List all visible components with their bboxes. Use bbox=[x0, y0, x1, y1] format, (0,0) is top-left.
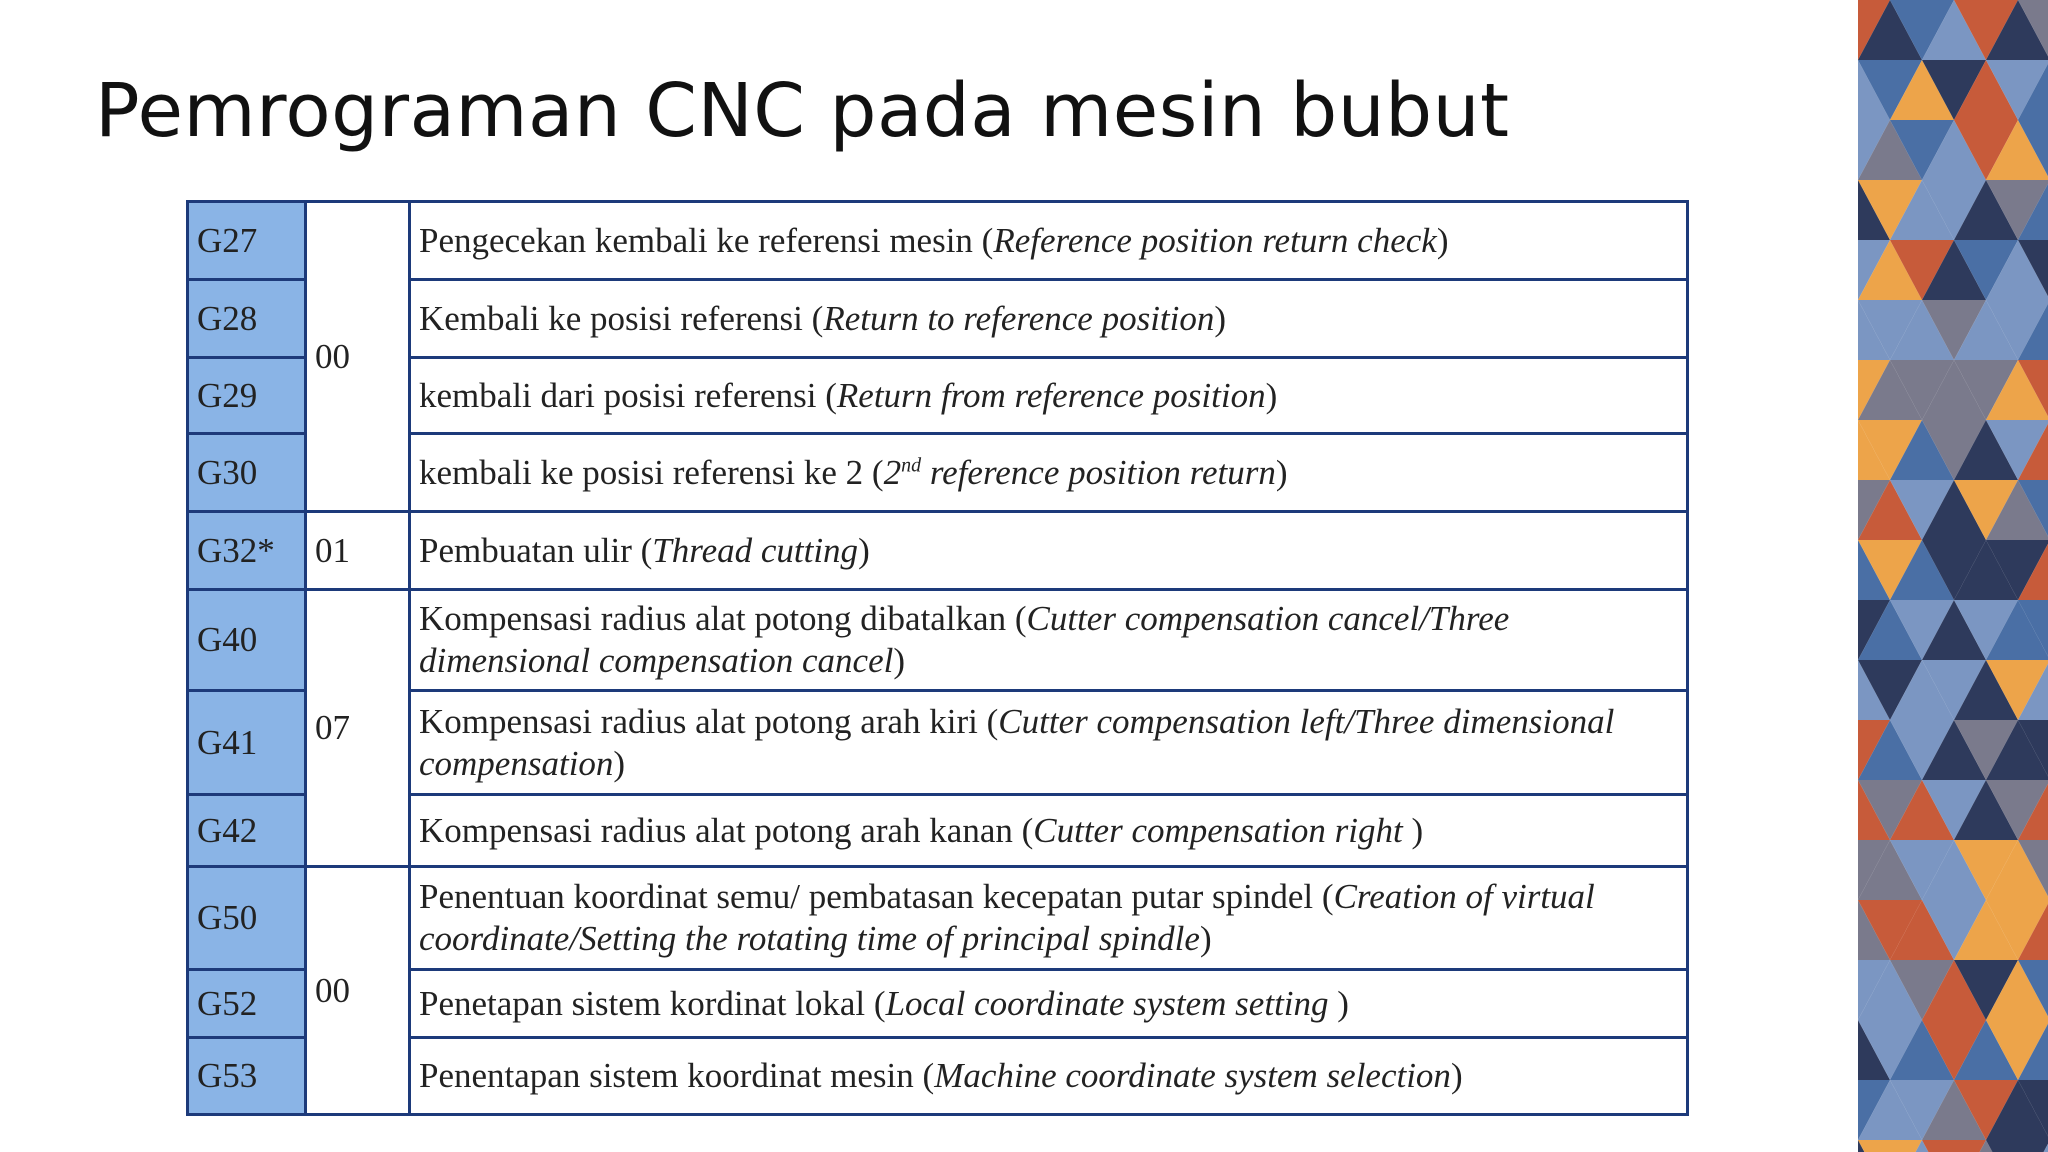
description-tail: ) bbox=[1337, 983, 1349, 1023]
description-tail: ) bbox=[1275, 452, 1288, 492]
description-tail: ) bbox=[1411, 810, 1424, 850]
table-row bbox=[188, 1038, 1688, 1115]
table-row bbox=[188, 867, 1688, 970]
english-text: Local coordinate system setting bbox=[885, 983, 1338, 1023]
table-row bbox=[188, 795, 1688, 867]
description-text: Kompensasi radius alat potong dibatalkan ( bbox=[419, 599, 1027, 638]
table-row bbox=[188, 512, 1688, 590]
triangle-shape bbox=[1986, 1140, 2048, 1152]
triangle-pattern-decoration bbox=[1858, 0, 2048, 1152]
description-text: Pengecekan kembali ke referensi mesin ( bbox=[419, 220, 994, 260]
description-cell bbox=[410, 795, 1688, 867]
description-tail: ) bbox=[1450, 1056, 1463, 1095]
table-row bbox=[188, 691, 1688, 795]
table-row bbox=[188, 358, 1688, 434]
group-cell: 00 bbox=[306, 202, 410, 512]
table-row bbox=[188, 280, 1688, 358]
description-text: Penetapan sistem kordinat lokal ( bbox=[419, 983, 886, 1023]
description-tail: ) bbox=[1265, 375, 1278, 415]
group-cell: 00 bbox=[306, 867, 410, 1115]
description-tail: ) bbox=[1199, 919, 1212, 958]
group-cell: 01 bbox=[306, 512, 410, 590]
english-text: Creation of virtual coordinate/Setting the rotating time of principal spindle bbox=[419, 877, 1595, 958]
gcode-cell: G42 bbox=[188, 795, 306, 867]
description-text: Kompensasi radius alat potong arah kiri ( bbox=[419, 701, 999, 741]
gcode-cell: G40 bbox=[188, 590, 306, 691]
gcode-cell: G53 bbox=[188, 1038, 306, 1115]
description-cell bbox=[410, 512, 1688, 590]
gcode-cell: G30 bbox=[188, 434, 306, 512]
description-cell bbox=[410, 434, 1688, 512]
table-row bbox=[188, 590, 1688, 691]
gcode-table bbox=[186, 200, 1689, 1116]
english-text bbox=[884, 453, 1276, 492]
description-text: Penentuan koordinat semu/ pembatasan kecepatan putar spindel ( bbox=[419, 877, 1334, 916]
group-cell: 07 bbox=[306, 590, 410, 867]
english-text: Cutter compensation left/Three dimensional compensation bbox=[419, 701, 1615, 783]
description-text: Penentapan sistem koordinat mesin ( bbox=[419, 1056, 935, 1095]
description-tail: ) bbox=[893, 641, 906, 680]
triangle-shape bbox=[1922, 1140, 1986, 1152]
english-text: Return to reference position bbox=[823, 298, 1215, 338]
description-cell bbox=[410, 202, 1688, 280]
gcode-cell: G50 bbox=[188, 867, 306, 970]
gcode-cell: G28 bbox=[188, 280, 306, 358]
gcode-cell: G32* bbox=[188, 512, 306, 590]
description-text: Kembali ke posisi referensi ( bbox=[419, 298, 824, 338]
description-tail: ) bbox=[1436, 220, 1449, 260]
description-cell bbox=[410, 280, 1688, 358]
description-tail: ) bbox=[613, 743, 626, 783]
description-cell bbox=[410, 867, 1688, 970]
table-row bbox=[188, 434, 1688, 512]
description-cell bbox=[410, 691, 1688, 795]
description-text: kembali ke posisi referensi ke 2 ( bbox=[419, 452, 884, 492]
english-text: Cutter compensation cancel/Three dimensional compensation cancel bbox=[419, 599, 1510, 680]
ordinal-suffix: nd bbox=[901, 453, 922, 476]
gcode-cell: G27 bbox=[188, 202, 306, 280]
description-cell bbox=[410, 590, 1688, 691]
description-text: Kompensasi radius alat potong arah kanan ( bbox=[419, 810, 1034, 850]
gcode-table-container bbox=[186, 200, 1689, 1113]
description-cell bbox=[410, 358, 1688, 434]
description-cell bbox=[410, 1038, 1688, 1115]
english-text: Return from reference position bbox=[836, 375, 1266, 415]
english-text: Cutter compensation right bbox=[1033, 810, 1412, 850]
english-text: Machine coordinate system selection bbox=[934, 1056, 1451, 1095]
english-text: Thread cutting bbox=[652, 530, 859, 570]
gcode-cell: G41 bbox=[188, 691, 306, 795]
triangle-pattern-svg bbox=[1858, 0, 2048, 1152]
description-tail: ) bbox=[858, 530, 870, 570]
description-tail: ) bbox=[1214, 298, 1227, 338]
gcode-cell: G29 bbox=[188, 358, 306, 434]
slide-title: Pemrograman CNC pada mesin bubut bbox=[95, 68, 1510, 154]
triangle-shape bbox=[1858, 1140, 1922, 1152]
description-cell bbox=[410, 970, 1688, 1038]
table-row bbox=[188, 970, 1688, 1038]
english-text-rest: reference position return bbox=[921, 452, 1276, 492]
ordinal-number: 2 bbox=[883, 452, 902, 492]
gcode-cell: G52 bbox=[188, 970, 306, 1038]
description-text: kembali dari posisi referensi ( bbox=[419, 375, 837, 415]
table-row bbox=[188, 202, 1688, 280]
description-text: Pembuatan ulir ( bbox=[419, 530, 653, 570]
english-text: Reference position return check bbox=[993, 220, 1437, 260]
